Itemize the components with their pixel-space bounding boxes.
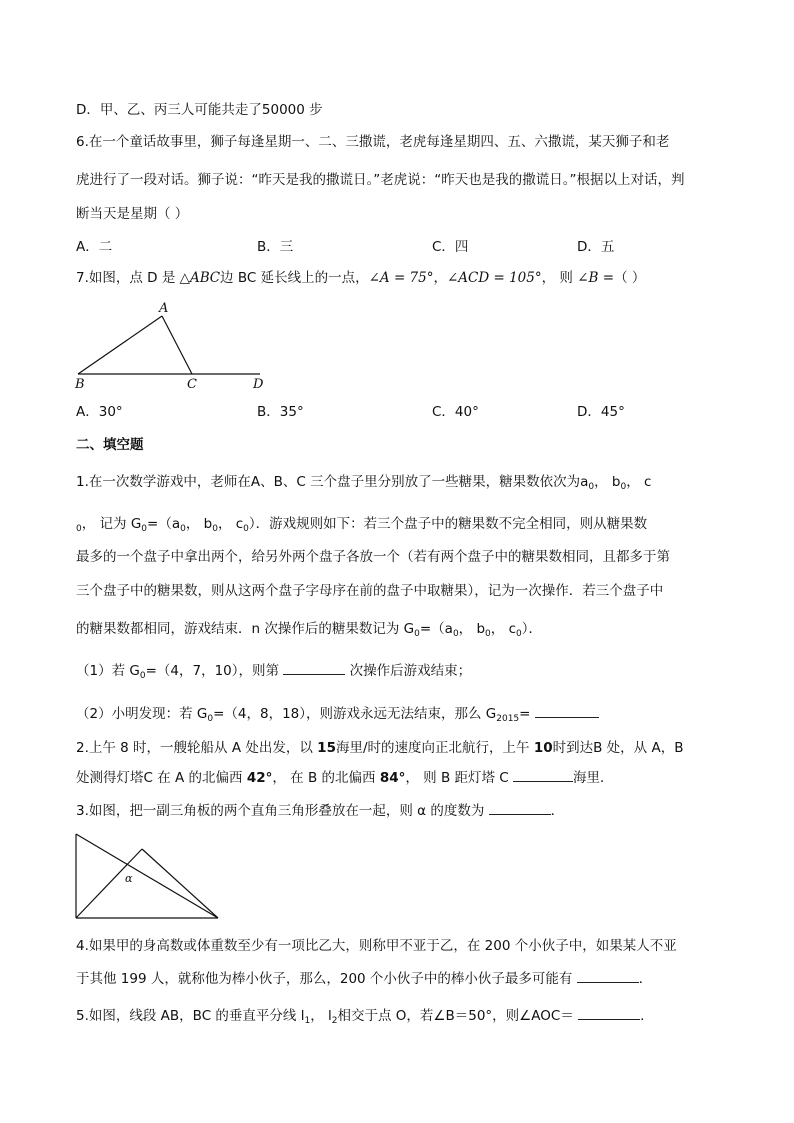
fill2-speed: 15 — [317, 740, 336, 756]
fill3-short-edge — [142, 849, 218, 918]
sub-zero: 0 — [516, 629, 522, 639]
fill1-line2 — [76, 514, 647, 539]
q6-stem-line2: 虎进行了一段对话。狮子说：“昨天是我的撒谎日。”老虎说：“昨天也是我的撒谎日。”根据以上对话，判 — [76, 172, 685, 188]
fill2-line1-b: 海里/时的速度向正北航行，上午 — [335, 740, 534, 756]
fill5-answer-blank[interactable] — [578, 1005, 640, 1020]
sub-zero: 0 — [141, 524, 148, 534]
q7-tail: （ ） — [614, 270, 646, 286]
fill1-line5-e: ）． — [521, 621, 542, 637]
fill1-line1-c: ， c — [626, 474, 652, 490]
fill3-line1-b: ． — [550, 803, 565, 819]
fill2-degree2: 84° — [379, 770, 406, 786]
q6-option-c: C．四 — [432, 239, 469, 255]
q7-label-a: A — [159, 301, 169, 316]
q7-segment-ac — [162, 316, 192, 374]
fill2-line2-c: ， 则 B 距灯塔 C — [405, 770, 509, 786]
sub-zero: 0 — [485, 629, 491, 639]
fill5-line1-c: 相交于点 O，若∠B＝50°，则∠AOC＝ — [337, 1008, 574, 1024]
sub-zero: 0 — [620, 482, 627, 492]
sub-two: 2 — [331, 1016, 338, 1026]
fill1-line5-a: 的糖果数都相同，游戏结束．n 次操作后的糖果数记为 G — [76, 621, 415, 637]
fill3-figure — [72, 830, 224, 924]
fill3-hypotenuse-1 — [76, 834, 218, 918]
fill1-line5-d: ， c — [490, 621, 516, 637]
q7-angle-b: ∠𝐵 = — [577, 270, 615, 286]
fill1-line1-b: ， b — [594, 474, 621, 490]
fill2-line2-b: ， 在 B 的北偏西 — [272, 770, 380, 786]
sub-zero: 0 — [243, 524, 249, 534]
fill1-line2-a: ， 记为 G — [81, 516, 142, 532]
fill2-line2-d: 海里． — [573, 770, 614, 786]
q7-option-c: C．40° — [432, 404, 479, 420]
fill1-part2-b: =（4，8，18），则游戏永远无法结束，那么 G — [213, 706, 497, 722]
fill1-line5-b: =（a — [419, 621, 453, 637]
fill4-line2-a: 于其他 199 人，就称他为棒小伙子，那么，200 个小伙子中的棒小伙子最多可能有 — [76, 971, 573, 987]
fill1-part1-answer-blank[interactable] — [283, 660, 345, 675]
fill4-line2-b: ． — [638, 971, 653, 987]
q7-option-b: B．35° — [257, 404, 304, 420]
q7-label-b: B — [75, 377, 85, 392]
section-heading-fill-blank: 二、填空题 — [76, 437, 144, 453]
q7-stem — [76, 268, 645, 288]
fill3-line1 — [76, 800, 564, 821]
fill5-line1-d: . — [640, 1008, 645, 1024]
q5-option-d: D．甲、乙、丙三人可能共走了50000 步 — [76, 102, 323, 118]
fill1-line2-b: =（a — [147, 516, 181, 532]
fill3-alpha-label: α — [125, 872, 133, 885]
fill1-part1-b: =（4，7，10），则第 — [145, 663, 279, 679]
q7-label-d: D — [253, 377, 264, 392]
fill2-line1-a: 2.上午 8 时，一艘轮船从 A 处出发，以 — [76, 740, 318, 756]
fill5-line1-b: ， l — [310, 1008, 332, 1024]
fill2-degree1: 42° — [246, 770, 273, 786]
fill1-part1 — [76, 660, 471, 686]
q7-option-a: A．30° — [76, 404, 123, 420]
fill2-line1 — [76, 738, 683, 758]
fill1-line2-c: ， b — [185, 516, 213, 532]
q6-option-d: D．五 — [577, 239, 615, 255]
sub-zero: 0 — [452, 629, 459, 639]
fill2-time: 10 — [533, 740, 553, 756]
fill3-line1-a: 3.如图，把一副三角板的两个直角三角形叠放在一起，则 α 的度数为 — [76, 803, 485, 819]
fill1-part2 — [76, 703, 599, 729]
q7-triangle: △𝐴𝐵𝐶 — [179, 270, 221, 286]
fill2-line2-a: 处测得灯塔C 在 A 的北偏西 — [76, 770, 247, 786]
fill2-line1-c: 时到达B 处，从 A，B — [552, 740, 684, 756]
q7-label-c: C — [187, 377, 197, 392]
q7-angle-a: ∠𝐴 = 75° — [368, 270, 434, 286]
fill2-line2 — [76, 767, 614, 788]
fill3-answer-blank[interactable] — [489, 800, 551, 815]
fill5-line1-a: 5.如图，线段 AB，BC 的垂直平分线 l — [76, 1008, 305, 1024]
q7-figure — [70, 298, 280, 394]
sub-2015: 2015 — [496, 714, 520, 724]
q7-stem-b: 边 BC 延长线上的一点， — [220, 270, 369, 286]
fill1-part2-c: = — [519, 706, 531, 722]
sub-zero: 0 — [180, 524, 186, 534]
fill1-line2-d: ， c — [217, 516, 244, 532]
fill1-line2-e: ）．游戏规则如下：若三个盘子中的糖果数不完全相同，则从糖果数 — [248, 516, 648, 532]
fill1-line5-c: ， b — [458, 621, 486, 637]
q6-option-b: B．三 — [257, 239, 294, 255]
q7-option-d: D．45° — [577, 404, 625, 420]
fill1-part1-a: （1）若 G — [76, 663, 140, 679]
fill1-part2-answer-blank[interactable] — [535, 703, 599, 718]
fill1-part1-c: 次操作后游戏结束； — [349, 663, 472, 679]
sub-one: 1 — [304, 1016, 311, 1026]
fill2-answer-blank[interactable] — [513, 767, 573, 782]
q7-segment-ba — [78, 316, 162, 374]
fill4-line1: 4.如果甲的身高数或体重数至少有一项比乙大，则称甲不亚于乙，在 200 个小伙子中，如果某人不亚 — [76, 938, 677, 954]
sub-zero: 0 — [414, 629, 420, 639]
fill1-part2-a: （2）小明发现：若 G — [76, 706, 208, 722]
fill5-line1 — [76, 1005, 644, 1031]
fill4-answer-blank[interactable] — [577, 968, 639, 983]
fill1-line4: 三个盘子中的糖果数，则从这两个盘子字母序在前的盘子中取糖果），记为一次操作．若三个盘子中 — [76, 583, 664, 599]
fill1-line1-text: 1.在一次数学游戏中，老师在A、B、C 三个盘子里分别放了一些糖果，糖果数依次为a — [76, 474, 589, 490]
fill1-line1 — [76, 472, 651, 497]
q7-sep: ， — [433, 270, 447, 286]
sub-zero: 0 — [207, 714, 214, 724]
sub-zero: 0 — [76, 524, 82, 534]
fill1-line5 — [76, 619, 542, 644]
q7-sep2: ， 则 — [541, 270, 578, 286]
q7-stem-a: 7.如图，点 D 是 — [76, 270, 180, 286]
fill1-line3: 最多的一个盘子中拿出两个，给另外两个盘子各放一个（若有两个盘子中的糖果数相同，且都多于第 — [76, 549, 670, 565]
q6-option-a: A．二 — [76, 239, 113, 255]
sub-zero: 0 — [588, 482, 595, 492]
q6-stem-line1: 6.在一个童话故事里，狮子每逢星期一、二、三撒谎，老虎每逢星期四、五、六撒谎，某天狮子和老 — [76, 134, 670, 150]
q7-angle-acd: ∠𝐴𝐶𝐷 = 105° — [446, 270, 542, 286]
sub-zero: 0 — [212, 524, 218, 534]
sub-zero: 0 — [139, 671, 146, 681]
fill4-line2 — [76, 968, 652, 989]
q6-stem-line3: 断当天是星期（ ） — [76, 206, 189, 222]
